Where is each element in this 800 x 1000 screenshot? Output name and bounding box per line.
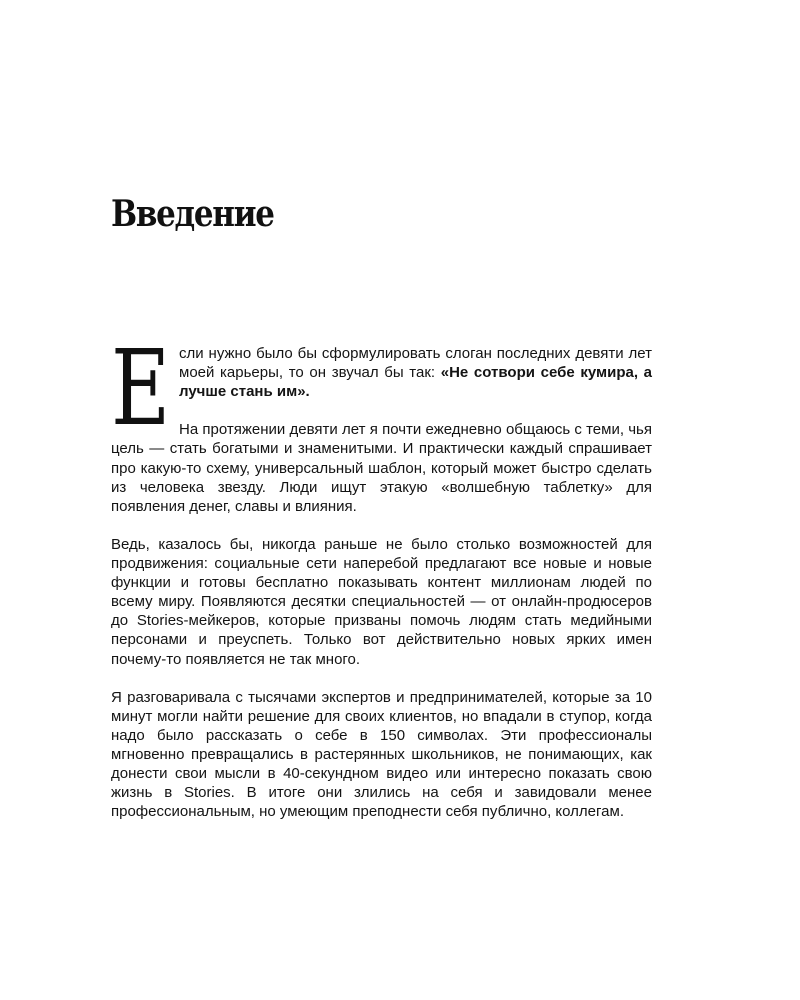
- slogan-quote: «Не сотвори себе кумира, а лучше стань им».: [179, 364, 652, 401]
- drop-cap-letter: Е: [111, 327, 171, 449]
- paragraph-2: На протяжении девяти лет я почти ежедневно общаюсь с теми, чья цель — стать богатыми и знаменитыми. И практически каждый спрашивает про какую-то схему, универсальный шаблон, который может быстро сделать из человека звезду. Люди ищут этакую «волшебную таблетку» для появления денег, славы и влияния.: [111, 421, 652, 515]
- chapter-title: Введение: [111, 193, 274, 235]
- paragraph-1: [111, 327, 652, 449]
- paragraph-4: Я разговаривала с тысячами экспертов и предпринимателей, которые за 10 минут могли найти решение для своих клиентов, но впадали в ступор, когда надо было рассказать о себе в 150 символах. Эти профессионалы мгновенно превращались в растерянных школьников, не понимающих, как донести свои мысли в 40-секундном видео или интересно показать свою жизнь в Stories. В итоге они злились на себя и завидовали менее профессиональным, но умеющим преподнести себя публично, коллегам.: [111, 688, 652, 821]
- chapter-body: [111, 327, 652, 821]
- paragraph-1-text: сли нужно было бы сформулировать слоган последних девяти лет моей карьеры, то он звучал бы так:: [179, 345, 652, 382]
- paragraph-3: Ведь, казалось бы, никогда раньше не было столько возможностей для продвижения: социальные сети наперебой предлагают все новые и новые функции и готовы бесплатно показывать контент миллионам людей по всему миру. Появляются десятки специальностей — от онлайн-продюсеров до Stories-мейкеров, которые призваны помочь людям стать медийными персонами и преуспеть. Только вот действительно новых ярких имен почему-то появляется не так много.: [111, 535, 652, 668]
